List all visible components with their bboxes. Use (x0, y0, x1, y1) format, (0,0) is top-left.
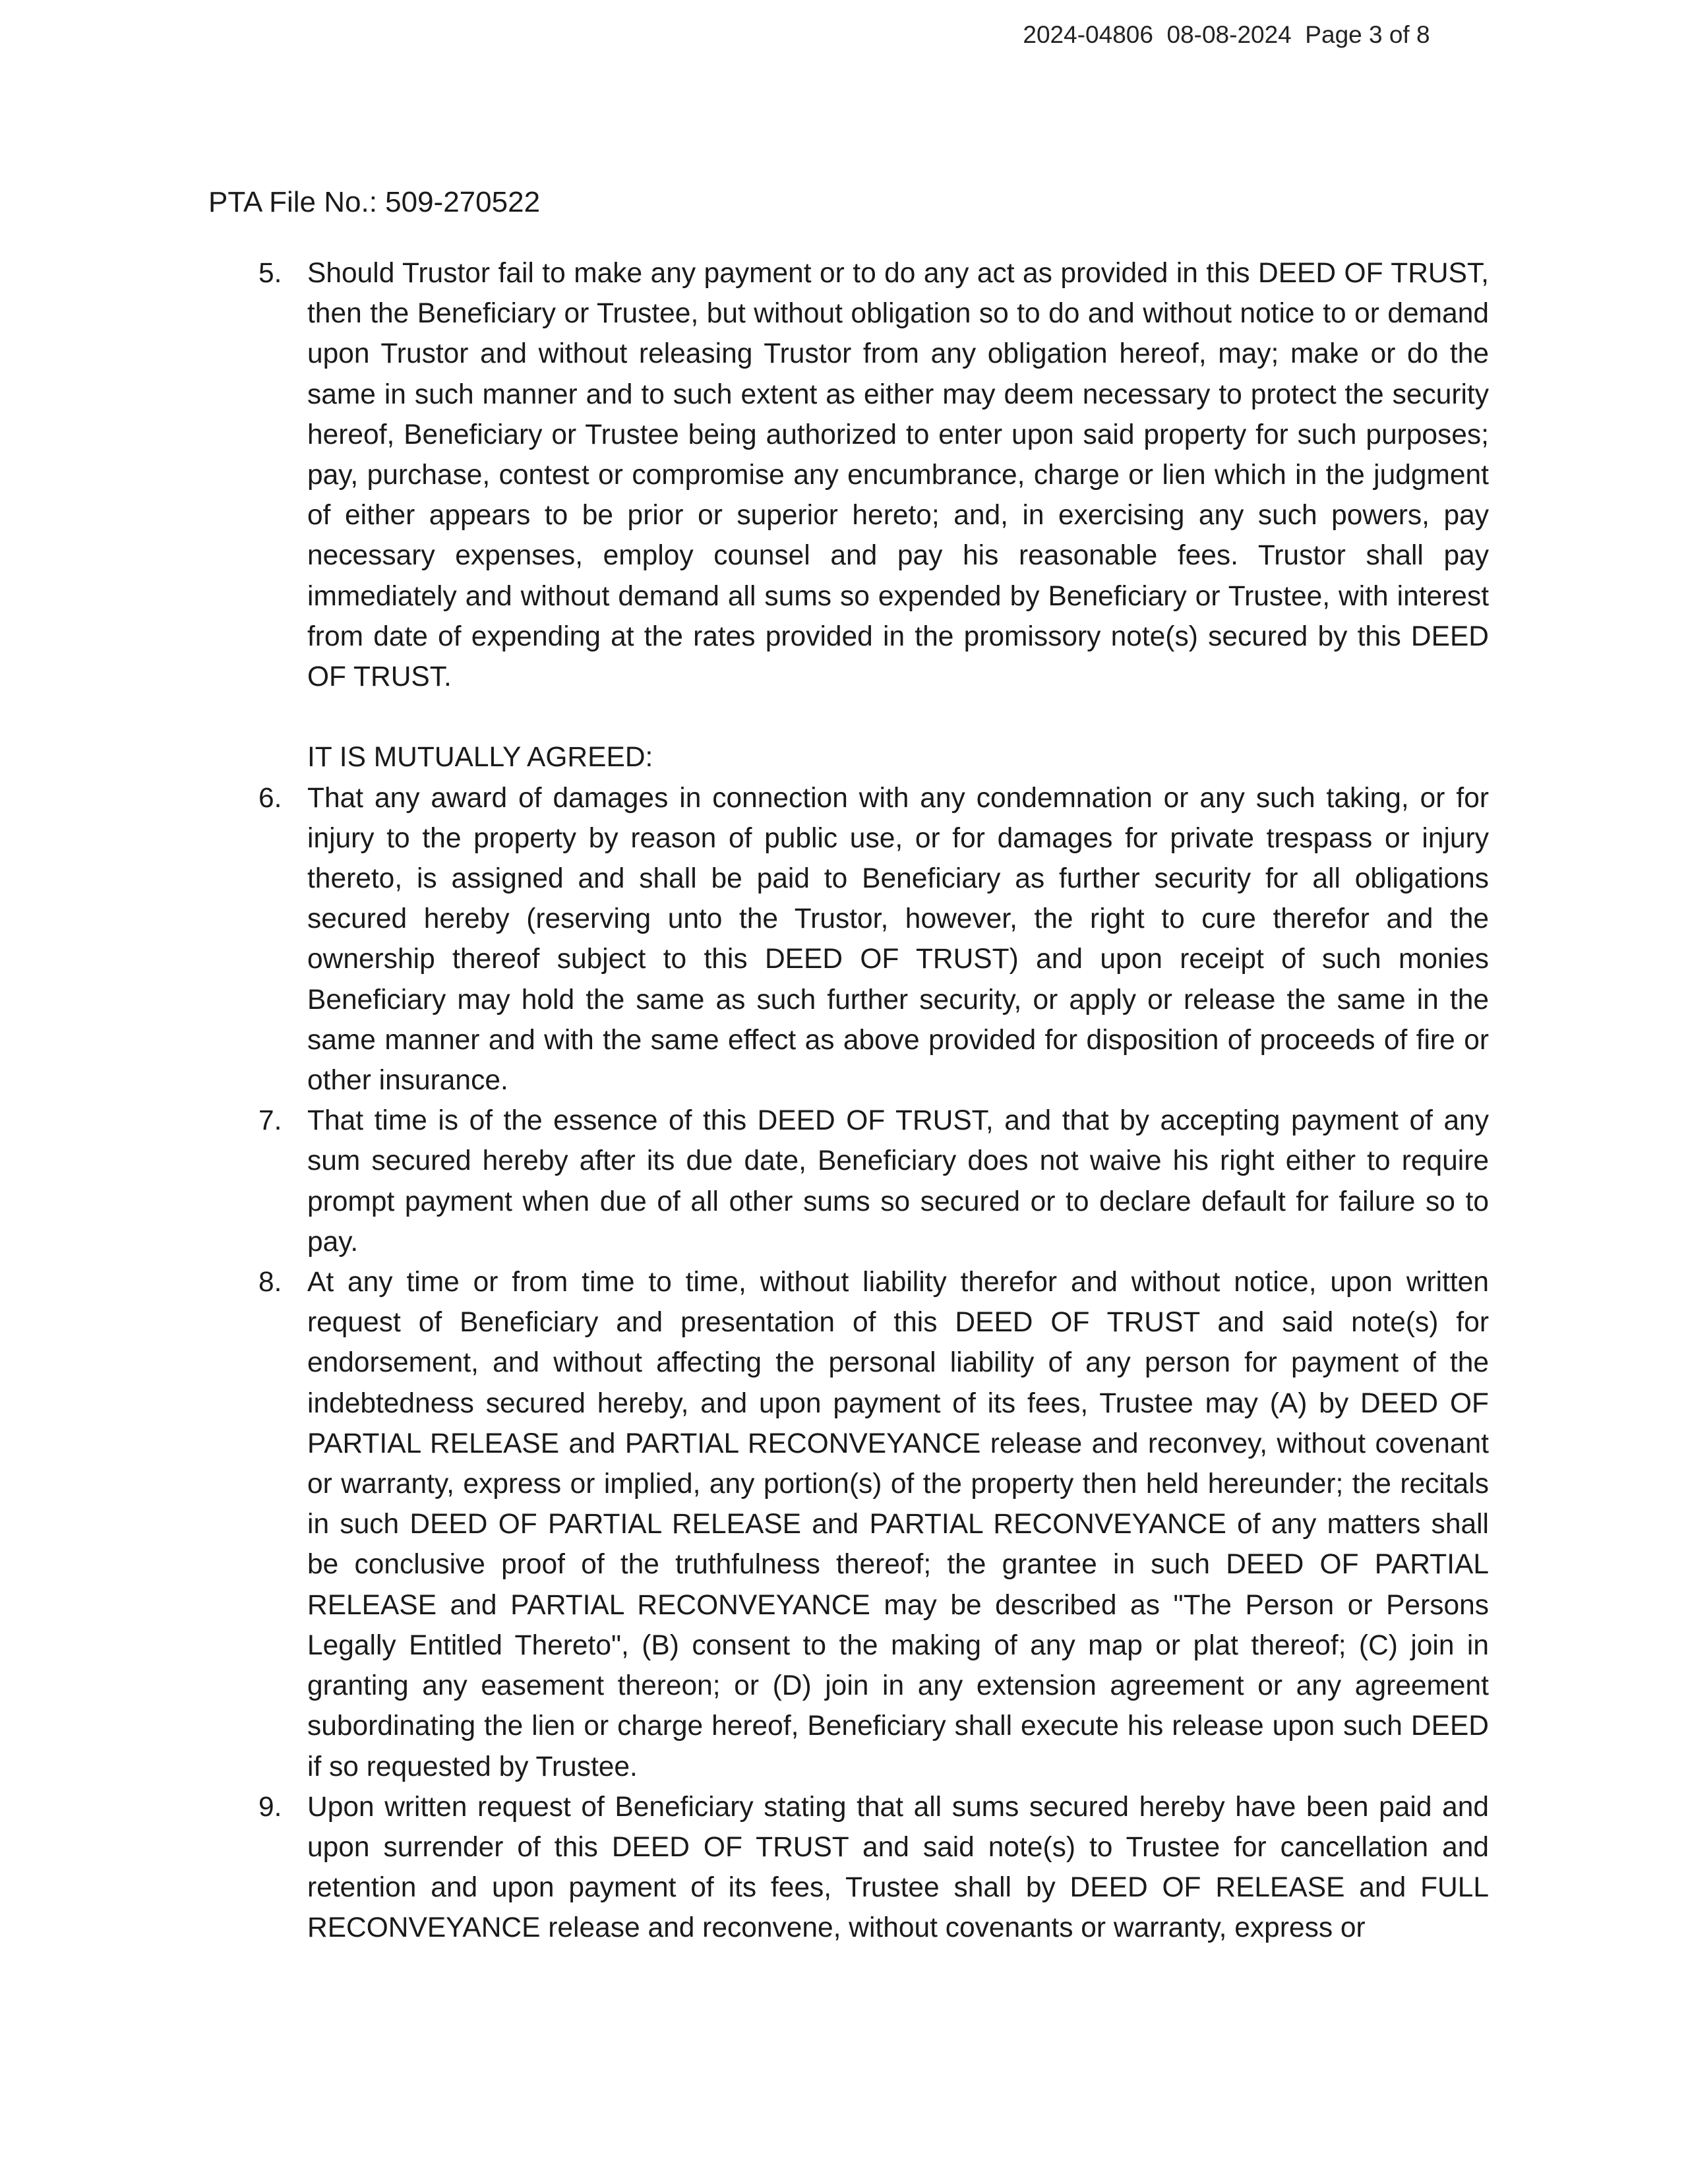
paragraph-9-text: Upon written request of Beneficiary stating that all sums secured hereby have been paid and upon surrender of this DEED OF TRUST and said note(s) to Trustee for cancellation and retention and upon payment of its fees, Trustee shall by DEED OF RELEASE and FULL RECONVEYANCE release and reconvene, without covenants or warranty, express or (307, 1791, 1489, 1944)
file-number: PTA File No.: 509-270522 (208, 186, 541, 218)
paragraph-7-number: 7. (258, 1105, 282, 1137)
recording-header: 2024-04806 08-08-2024 Page 3 of 8 (1023, 21, 1430, 48)
paragraph-8-number: 8. (258, 1267, 282, 1298)
paragraph-spacer (258, 697, 1489, 737)
paragraph-8 (258, 1262, 1489, 1787)
paragraph-8-text: At any time or from time to time, without liability therefor and without notice, upon written request of Beneficiary and presentation of this DEED OF TRUST and said note(s) for endorsement, and without affecting the personal liability of any person for payment of the indebtedness secured hereby, and upon payment of its fees, Trustee may (A) by DEED OF PARTIAL RELEASE and PARTIAL RECONVEYANCE release and reconvey, without covenant or warranty, express or implied, any portion(s) of the property then held hereunder; the recitals in such DEED OF PARTIAL RELEASE and PARTIAL RECONVEYANCE of any matters shall be conclusive proof of the truthfulness thereof; the grantee in such DEED OF PARTIAL RELEASE and PARTIAL RECONVEYANCE may be described as "The Person or Persons Legally Entitled Thereto", (B) consent to the making of any map or plat thereof; (C) join in granting any easement thereon; or (D) join in any extension agreement or any agreement subordinating the lien or charge hereof, Beneficiary shall execute his release upon such DEED if so requested by Trustee. (307, 1267, 1489, 1782)
mutually-agreed-heading: IT IS MUTUALLY AGREED: (307, 742, 653, 774)
paragraph-7 (258, 1101, 1489, 1262)
paragraph-9-number: 9. (258, 1791, 282, 1823)
paragraph-7-text: That time is of the essence of this DEED OF TRUST, and that by accepting payment of any sum secured hereby after its due date, Beneficiary does not waive his right either to require prompt payment when due of all other sums so secured or to declare default for failure so to pay. (307, 1105, 1489, 1258)
paragraph-6-text: That any award of damages in connection with any condemnation or any such taking, or for injury to the property by reason of public use, or for damages for private trespass or injury thereto, is assigned and shall be paid to Beneficiary as further security for all obligations secured hereby (reserving unto the Trustor, however, the right to cure therefor and the ownership thereof subject to this DEED OF TRUST) and upon receipt of such monies Beneficiary may hold the same as such further security, or apply or release the same in the same manner and with the same effect as above provided for disposition of proceeds of fire or other insurance. (307, 782, 1489, 1097)
paragraph-6-number: 6. (258, 782, 282, 814)
document-body (258, 253, 1489, 1949)
paragraph-6 (258, 778, 1489, 1101)
paragraph-5-number: 5. (258, 258, 282, 289)
paragraph-5 (258, 253, 1489, 697)
paragraph-9 (258, 1787, 1489, 1949)
paragraph-5-text: Should Trustor fail to make any payment or to do any act as provided in this DEED OF TRUST, then the Beneficiary or Trustee, but without obligation so to do and without notice to or demand upon Trustor and without releasing Trustor from any obligation hereof, may; make or do the same in such manner and to such extent as either may deem necessary to protect the security hereof, Beneficiary or Trustee being authorized to enter upon said property for such purposes; pay, purchase, contest or compromise any encumbrance, charge or lien which in the judgment of either appears to be prior or superior hereto; and, in exercising any such powers, pay necessary expenses, employ counsel and pay his reasonable fees. Trustor shall pay immediately and without demand all sums so expended by Beneficiary or Trustee, with interest from date of expending at the rates provided in the promissory note(s) secured by this DEED OF TRUST. (307, 258, 1489, 693)
